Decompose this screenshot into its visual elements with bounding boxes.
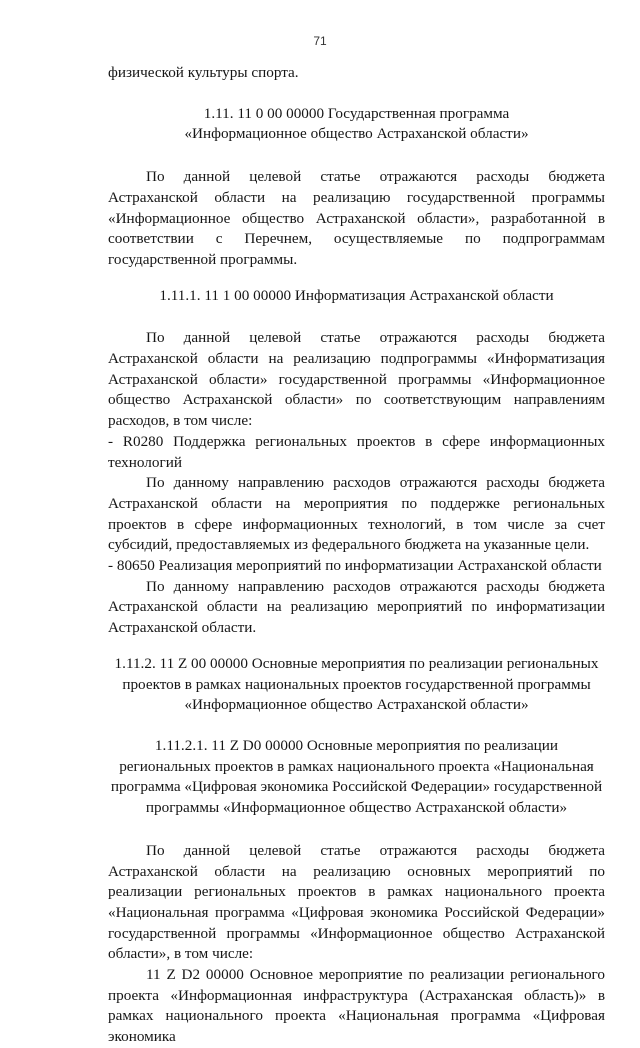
expense-item-r0280-description: По данному направлению расходов отражаются расходы бюджета Астраханской области на мероприятия по поддержке региональных проектов в сфере информационных технологий, в том числе за счет субсидий, предоставляемых из федерального бюджета на указанные цели. [108,474,605,554]
section-heading-1-11-2: 1.11.2. 11 Z 00 00000 Основные мероприятия по реализации региональных проектов в рамках национальных проектов государственной программы «Информационное общество Астраханской области» [114,654,599,714]
paragraph-section-1-11-1: По данной целевой статье отражаются расходы бюджета Астраханской области на реализацию подпрограммы «Информатизация Астраханской области» государственной программы «Информационное общество Астраханской области» по соответствующим направлениям расходов, в том числе: [108,329,605,430]
expense-item-r0280: - R0280 Поддержка региональных проектов в сфере информационных технологий [108,432,605,471]
expense-item-80650: - 80650 Реализация мероприятий по информатизации Астраханской области [108,557,602,575]
section-heading-1-11: 1.11. 11 0 00 00000 Государственная программа «Информационное общество Астраханской области» [184,104,529,143]
expense-item-80650-description: По данному направлению расходов отражаются расходы бюджета Астраханской области на реализацию мероприятий по информатизации Астраханской области. [108,577,605,637]
section-heading-1-11-1: 1.11.1. 11 1 00 00000 Информатизация Астраханской области [159,286,554,304]
section-heading-1-11-2-1: 1.11.2.1. 11 Z D0 00000 Основные мероприятия по реализации региональных проектов в рамках национального проекта «Национальная программа «Цифровая экономика Российской Федерации» государственной программы «Информационное общество Астраханской области» [110,736,603,817]
page-number: 71 [313,34,327,48]
paragraph-continuation: физической культуры спорта. [108,64,299,81]
paragraph-section-1-11: По данной целевой статье отражаются расходы бюджета Астраханской области на реализацию государственной программы «Информационное общество Астраханской области», разработанной в соответствии с Перечнем, осуществляемые по подпрограммам государственной программы. [108,168,605,268]
document-body [108,63,605,1048]
paragraph-section-1-11-2-1: По данной целевой статье отражаются расходы бюджета Астраханской области на реализацию основных мероприятий по реализации региональных проектов в рамках национального проекта «Национальная программа «Цифровая экономика Российской Федерации» государственной программы «Информационное общество Астраханской области», в том числе: [108,841,605,963]
paragraph-main-activity-d2: 11 Z D2 00000 Основное мероприятие по реализации регионального проекта «Информационная инфраструктура (Астраханская область)» в рамках национального проекта «Национальная программа «Цифровая экономика [108,966,605,1046]
